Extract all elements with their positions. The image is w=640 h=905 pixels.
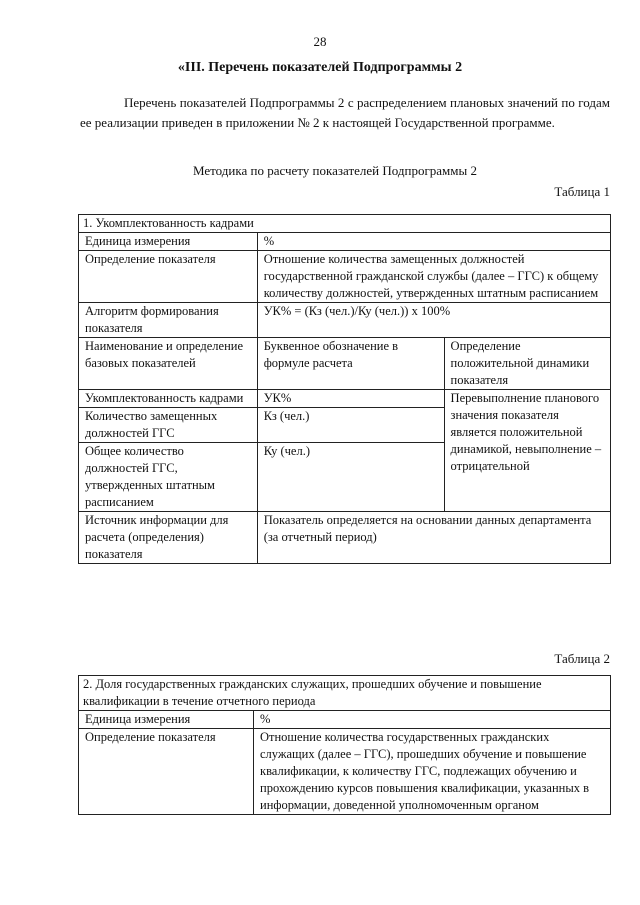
table2-title: 2. Доля государственных гражданских служащих, прошедших обучение и повышение квалификации в течение отчетного периода <box>79 676 611 711</box>
definition-label: Определение показателя <box>79 729 254 815</box>
source-label: Источник информации для расчета (определения) показателя <box>79 512 258 564</box>
column-header: Буквенное обозначение в формуле расчета <box>257 338 444 390</box>
indicator-table-2 <box>78 675 611 815</box>
table-row <box>79 676 611 711</box>
indicator-table-1 <box>78 214 611 564</box>
intro-paragraph: Перечень показателей Подпрограммы 2 с распределением плановых значений по годам ее реализации приведен в приложении № 2 к настоящей Государственной программе. <box>80 95 610 130</box>
base-indicator-symbol: УК% <box>257 390 444 408</box>
base-indicator-symbol: Кз (чел.) <box>257 408 444 443</box>
table-row <box>79 303 611 338</box>
table-row <box>79 711 611 729</box>
unit-value: % <box>257 233 610 251</box>
dynamics-definition: Перевыполнение планового значения показателя является положительной динамикой, невыполнение – отрицательной <box>444 390 610 512</box>
methodology-title: Методика по расчету показателей Подпрограммы 2 <box>192 163 477 178</box>
base-indicator-name: Общее количество должностей ГГС, утвержденных штатным расписанием <box>79 443 258 512</box>
definition-value: Отношение количества замещенных должностей государственной гражданской службы (далее – ГГС) к общему количеству должностей, утвержденных штатным расписанием <box>257 251 610 303</box>
page-number: 28 <box>313 34 327 49</box>
source-value: Показатель определяется на основании данных департамента (за отчетный период) <box>257 512 610 564</box>
unit-value: % <box>254 711 611 729</box>
base-indicator-name: Количество замещенных должностей ГГС <box>79 408 258 443</box>
table-row <box>79 338 611 390</box>
table-row <box>79 390 611 408</box>
definition-value: Отношение количества государственных гражданских служащих (далее – ГГС), прошедших обучение и повышение квалификации, к количеству ГГС, подлежащих обучению и прохождению курсов повышения квалификации, указанных в информации, доведенной уполномоченным органом <box>254 729 611 815</box>
table-row <box>79 512 611 564</box>
table-row <box>79 729 611 815</box>
unit-label: Единица измерения <box>79 233 258 251</box>
table1-title: 1. Укомплектованность кадрами <box>79 215 611 233</box>
column-header: Определение положительной динамики показателя <box>444 338 610 390</box>
algorithm-label: Алгоритм формирования показателя <box>79 303 258 338</box>
table-row <box>79 215 611 233</box>
unit-label: Единица измерения <box>79 711 254 729</box>
column-header: Наименование и определение базовых показателей <box>79 338 258 390</box>
base-indicator-symbol: Ку (чел.) <box>257 443 444 512</box>
table-row <box>79 251 611 303</box>
table1-label: Таблица 1 <box>554 184 610 199</box>
definition-label: Определение показателя <box>79 251 258 303</box>
base-indicator-name: Укомплектованность кадрами <box>79 390 258 408</box>
section-heading: «III. Перечень показателей Подпрограммы 2 <box>177 60 463 75</box>
algorithm-formula: УК% = (Кз (чел.)/Ку (чел.)) х 100% <box>257 303 610 338</box>
table-row <box>79 233 611 251</box>
table2-label: Таблица 2 <box>554 651 610 666</box>
